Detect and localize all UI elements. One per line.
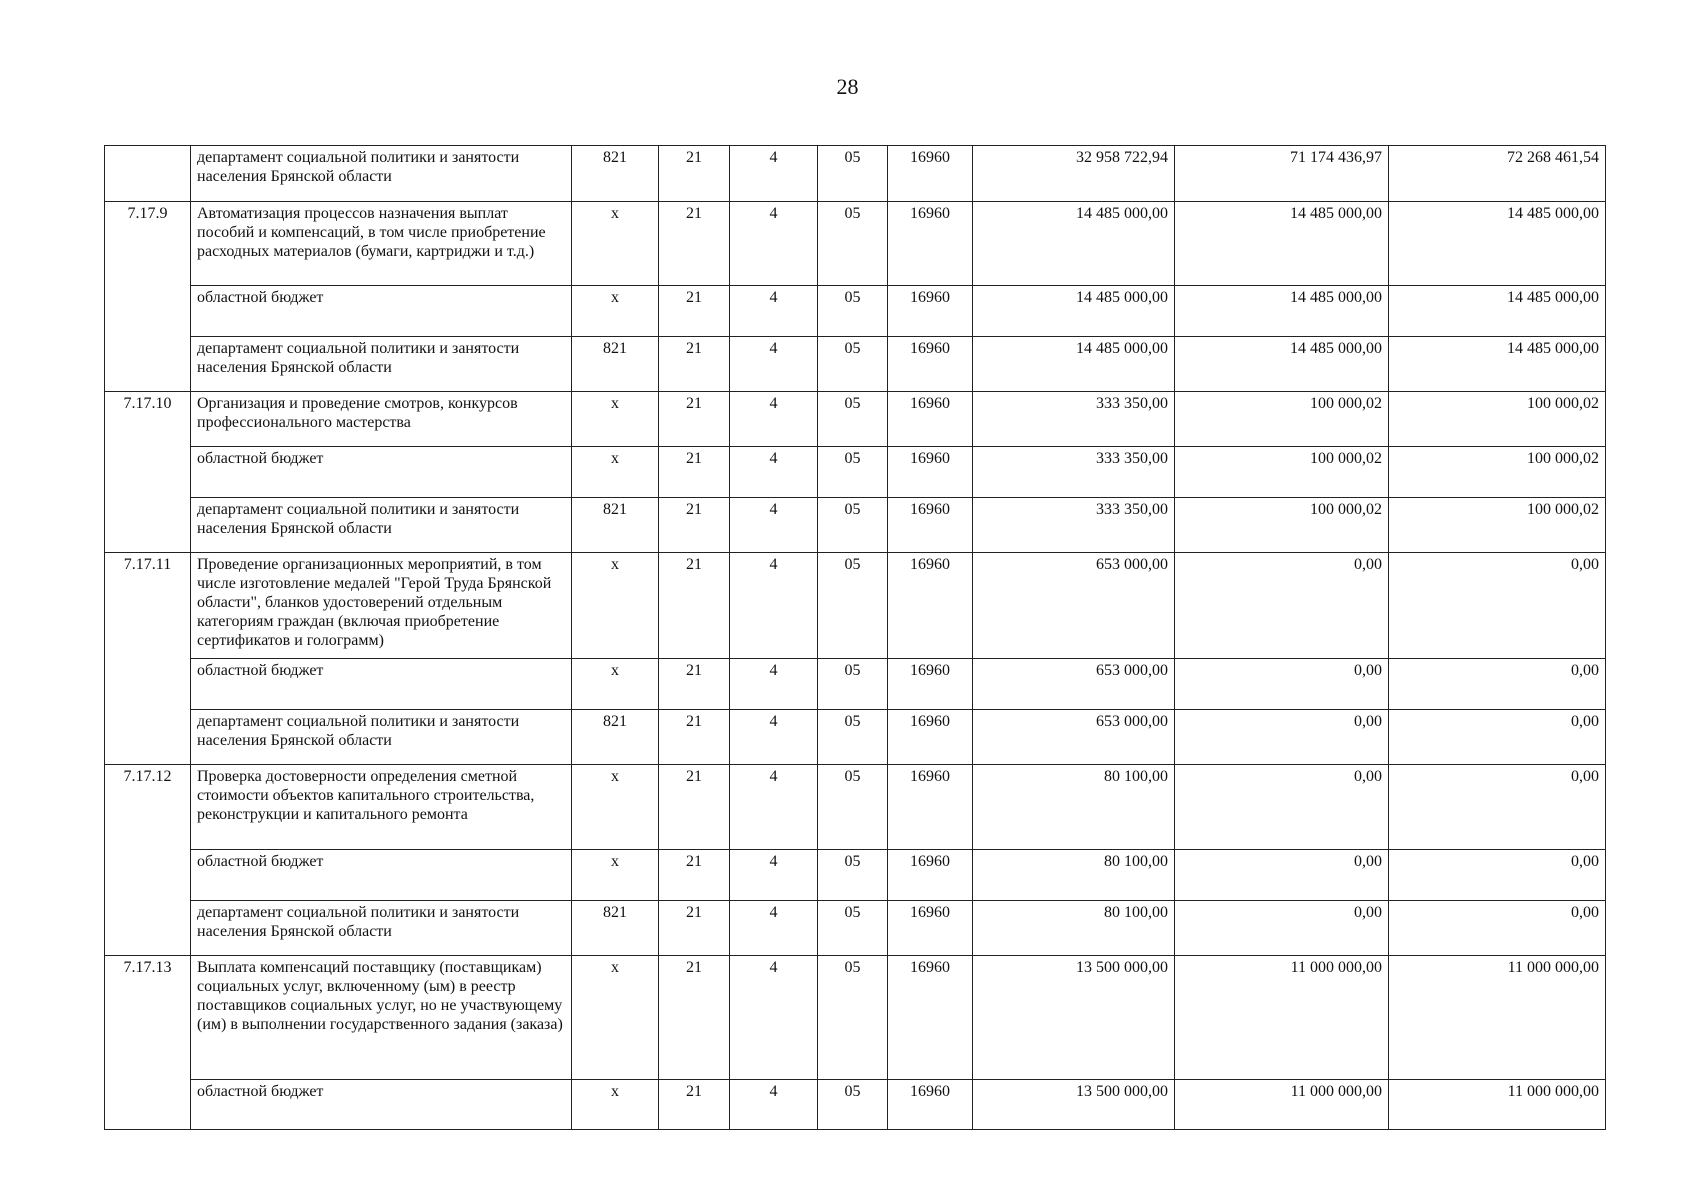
gr-code-cell: 821 <box>572 710 659 765</box>
code-05-cell: 05 <box>818 901 888 956</box>
amount-year3-cell: 100 000,02 <box>1389 392 1606 447</box>
description-cell: департамент социальной политики и занятости населения Брянской области <box>191 146 572 202</box>
table-row <box>105 956 1606 1080</box>
gr-code-cell: х <box>572 765 659 850</box>
amount-year3-cell: 11 000 000,00 <box>1389 1080 1606 1130</box>
gr-code-cell: х <box>572 850 659 901</box>
code-16960-cell: 16960 <box>888 901 973 956</box>
amount-year1-cell: 653 000,00 <box>973 659 1175 710</box>
code-16960-cell: 16960 <box>888 956 973 1080</box>
description-cell: Организация и проведение смотров, конкурсов профессионального мастерства <box>191 392 572 447</box>
code-21-cell: 21 <box>659 447 730 498</box>
code-21-cell: 21 <box>659 850 730 901</box>
code-4-cell: 4 <box>730 392 818 447</box>
amount-year2-cell: 14 485 000,00 <box>1175 202 1389 286</box>
code-4-cell: 4 <box>730 337 818 392</box>
code-16960-cell: 16960 <box>888 447 973 498</box>
amount-year2-cell: 100 000,02 <box>1175 498 1389 553</box>
item-number-cell: 7.17.13 <box>105 956 191 1080</box>
amount-year3-cell: 14 485 000,00 <box>1389 337 1606 392</box>
amount-year3-cell: 0,00 <box>1389 901 1606 956</box>
gr-code-cell: х <box>572 202 659 286</box>
description-cell: областной бюджет <box>191 286 572 337</box>
amount-year2-cell: 100 000,02 <box>1175 392 1389 447</box>
amount-year1-cell: 13 500 000,00 <box>973 1080 1175 1130</box>
item-number-cell <box>105 901 191 956</box>
amount-year2-cell: 0,00 <box>1175 901 1389 956</box>
description-cell: Проверка достоверности определения сметной стоимости объектов капитального строительства, реконструкции и капитального ремонта <box>191 765 572 850</box>
table-row <box>105 146 1606 202</box>
table-row <box>105 337 1606 392</box>
code-05-cell: 05 <box>818 765 888 850</box>
gr-code-cell: 821 <box>572 901 659 956</box>
code-16960-cell: 16960 <box>888 392 973 447</box>
gr-code-cell: х <box>572 447 659 498</box>
code-21-cell: 21 <box>659 659 730 710</box>
amount-year3-cell: 100 000,02 <box>1389 498 1606 553</box>
amount-year1-cell: 80 100,00 <box>973 901 1175 956</box>
amount-year3-cell: 0,00 <box>1389 659 1606 710</box>
code-21-cell: 21 <box>659 392 730 447</box>
amount-year1-cell: 333 350,00 <box>973 498 1175 553</box>
code-05-cell: 05 <box>818 659 888 710</box>
amount-year3-cell: 14 485 000,00 <box>1389 202 1606 286</box>
code-4-cell: 4 <box>730 447 818 498</box>
item-number-cell: 7.17.10 <box>105 392 191 447</box>
item-number-cell <box>105 850 191 901</box>
amount-year1-cell: 80 100,00 <box>973 765 1175 850</box>
table-body <box>105 146 1606 1130</box>
amount-year1-cell: 333 350,00 <box>973 447 1175 498</box>
amount-year1-cell: 333 350,00 <box>973 392 1175 447</box>
code-21-cell: 21 <box>659 765 730 850</box>
description-cell: областной бюджет <box>191 447 572 498</box>
code-4-cell: 4 <box>730 1080 818 1130</box>
code-05-cell: 05 <box>818 447 888 498</box>
code-4-cell: 4 <box>730 498 818 553</box>
code-16960-cell: 16960 <box>888 202 973 286</box>
code-4-cell: 4 <box>730 146 818 202</box>
code-05-cell: 05 <box>818 146 888 202</box>
code-4-cell: 4 <box>730 850 818 901</box>
table-row <box>105 202 1606 286</box>
item-number-cell <box>105 498 191 553</box>
code-21-cell: 21 <box>659 498 730 553</box>
table-row <box>105 901 1606 956</box>
code-05-cell: 05 <box>818 710 888 765</box>
amount-year1-cell: 13 500 000,00 <box>973 956 1175 1080</box>
amount-year1-cell: 653 000,00 <box>973 553 1175 659</box>
code-21-cell: 21 <box>659 286 730 337</box>
table-row <box>105 765 1606 850</box>
table-row <box>105 447 1606 498</box>
code-16960-cell: 16960 <box>888 337 973 392</box>
code-21-cell: 21 <box>659 553 730 659</box>
description-cell: областной бюджет <box>191 850 572 901</box>
description-cell: департамент социальной политики и занятости населения Брянской области <box>191 337 572 392</box>
code-4-cell: 4 <box>730 901 818 956</box>
table-row <box>105 392 1606 447</box>
description-cell: Проведение организационных мероприятий, в том числе изготовление медалей "Герой Труда Брянской области", бланков удостоверений отдельным категориям граждан (включая приобретение сертификатов и голограмм) <box>191 553 572 659</box>
code-05-cell: 05 <box>818 850 888 901</box>
code-16960-cell: 16960 <box>888 1080 973 1130</box>
code-4-cell: 4 <box>730 286 818 337</box>
description-cell: департамент социальной политики и занятости населения Брянской области <box>191 710 572 765</box>
amount-year3-cell: 0,00 <box>1389 850 1606 901</box>
item-number-cell <box>105 146 191 202</box>
code-16960-cell: 16960 <box>888 146 973 202</box>
code-05-cell: 05 <box>818 392 888 447</box>
amount-year3-cell: 14 485 000,00 <box>1389 286 1606 337</box>
gr-code-cell: х <box>572 956 659 1080</box>
code-16960-cell: 16960 <box>888 850 973 901</box>
amount-year2-cell: 0,00 <box>1175 850 1389 901</box>
amount-year2-cell: 11 000 000,00 <box>1175 1080 1389 1130</box>
code-21-cell: 21 <box>659 710 730 765</box>
amount-year2-cell: 14 485 000,00 <box>1175 286 1389 337</box>
code-4-cell: 4 <box>730 956 818 1080</box>
code-21-cell: 21 <box>659 956 730 1080</box>
budget-table <box>104 145 1606 1130</box>
amount-year2-cell: 0,00 <box>1175 659 1389 710</box>
item-number-cell <box>105 659 191 710</box>
amount-year3-cell: 72 268 461,54 <box>1389 146 1606 202</box>
table-row <box>105 286 1606 337</box>
code-16960-cell: 16960 <box>888 710 973 765</box>
code-4-cell: 4 <box>730 202 818 286</box>
item-number-cell <box>105 447 191 498</box>
amount-year1-cell: 14 485 000,00 <box>973 286 1175 337</box>
amount-year1-cell: 653 000,00 <box>973 710 1175 765</box>
item-number-cell <box>105 337 191 392</box>
code-21-cell: 21 <box>659 901 730 956</box>
code-05-cell: 05 <box>818 553 888 659</box>
amount-year1-cell: 80 100,00 <box>973 850 1175 901</box>
amount-year2-cell: 14 485 000,00 <box>1175 337 1389 392</box>
item-number-cell <box>105 286 191 337</box>
table-row <box>105 850 1606 901</box>
amount-year2-cell: 0,00 <box>1175 553 1389 659</box>
gr-code-cell: х <box>572 553 659 659</box>
amount-year3-cell: 100 000,02 <box>1389 447 1606 498</box>
description-cell: Автоматизация процессов назначения выплат пособий и компенсаций, в том числе приобретение расходных материалов (бумаги, картриджи и т.д.) <box>191 202 572 286</box>
gr-code-cell: 821 <box>572 337 659 392</box>
description-cell: департамент социальной политики и занятости населения Брянской области <box>191 901 572 956</box>
gr-code-cell: х <box>572 1080 659 1130</box>
code-05-cell: 05 <box>818 956 888 1080</box>
gr-code-cell: 821 <box>572 498 659 553</box>
amount-year2-cell: 11 000 000,00 <box>1175 956 1389 1080</box>
gr-code-cell: х <box>572 392 659 447</box>
code-05-cell: 05 <box>818 498 888 553</box>
description-cell: Выплата компенсаций поставщику (поставщикам) социальных услуг, включенному (ым) в реестр поставщиков социальных услуг, но не участвующему (им) в выполнении государственного задания (заказа) <box>191 956 572 1080</box>
table-row <box>105 710 1606 765</box>
code-4-cell: 4 <box>730 765 818 850</box>
amount-year1-cell: 14 485 000,00 <box>973 337 1175 392</box>
code-4-cell: 4 <box>730 710 818 765</box>
amount-year3-cell: 11 000 000,00 <box>1389 956 1606 1080</box>
description-cell: департамент социальной политики и занятости населения Брянской области <box>191 498 572 553</box>
item-number-cell: 7.17.12 <box>105 765 191 850</box>
table-row <box>105 498 1606 553</box>
code-21-cell: 21 <box>659 337 730 392</box>
amount-year1-cell: 32 958 722,94 <box>973 146 1175 202</box>
code-05-cell: 05 <box>818 286 888 337</box>
code-16960-cell: 16960 <box>888 659 973 710</box>
item-number-cell: 7.17.11 <box>105 553 191 659</box>
code-16960-cell: 16960 <box>888 553 973 659</box>
item-number-cell: 7.17.9 <box>105 202 191 286</box>
amount-year2-cell: 71 174 436,97 <box>1175 146 1389 202</box>
gr-code-cell: 821 <box>572 146 659 202</box>
code-21-cell: 21 <box>659 202 730 286</box>
table-row <box>105 1080 1606 1130</box>
code-16960-cell: 16960 <box>888 286 973 337</box>
gr-code-cell: х <box>572 659 659 710</box>
table-row <box>105 659 1606 710</box>
item-number-cell <box>105 1080 191 1130</box>
code-4-cell: 4 <box>730 553 818 659</box>
code-16960-cell: 16960 <box>888 498 973 553</box>
gr-code-cell: х <box>572 286 659 337</box>
table-row <box>105 553 1606 659</box>
page-number: 28 <box>836 74 859 99</box>
amount-year3-cell: 0,00 <box>1389 765 1606 850</box>
description-cell: областной бюджет <box>191 659 572 710</box>
amount-year2-cell: 0,00 <box>1175 765 1389 850</box>
code-05-cell: 05 <box>818 337 888 392</box>
item-number-cell <box>105 710 191 765</box>
code-21-cell: 21 <box>659 146 730 202</box>
amount-year1-cell: 14 485 000,00 <box>973 202 1175 286</box>
amount-year2-cell: 0,00 <box>1175 710 1389 765</box>
code-05-cell: 05 <box>818 1080 888 1130</box>
amount-year2-cell: 100 000,02 <box>1175 447 1389 498</box>
code-05-cell: 05 <box>818 202 888 286</box>
code-21-cell: 21 <box>659 1080 730 1130</box>
amount-year3-cell: 0,00 <box>1389 710 1606 765</box>
code-16960-cell: 16960 <box>888 765 973 850</box>
amount-year3-cell: 0,00 <box>1389 553 1606 659</box>
description-cell: областной бюджет <box>191 1080 572 1130</box>
code-4-cell: 4 <box>730 659 818 710</box>
